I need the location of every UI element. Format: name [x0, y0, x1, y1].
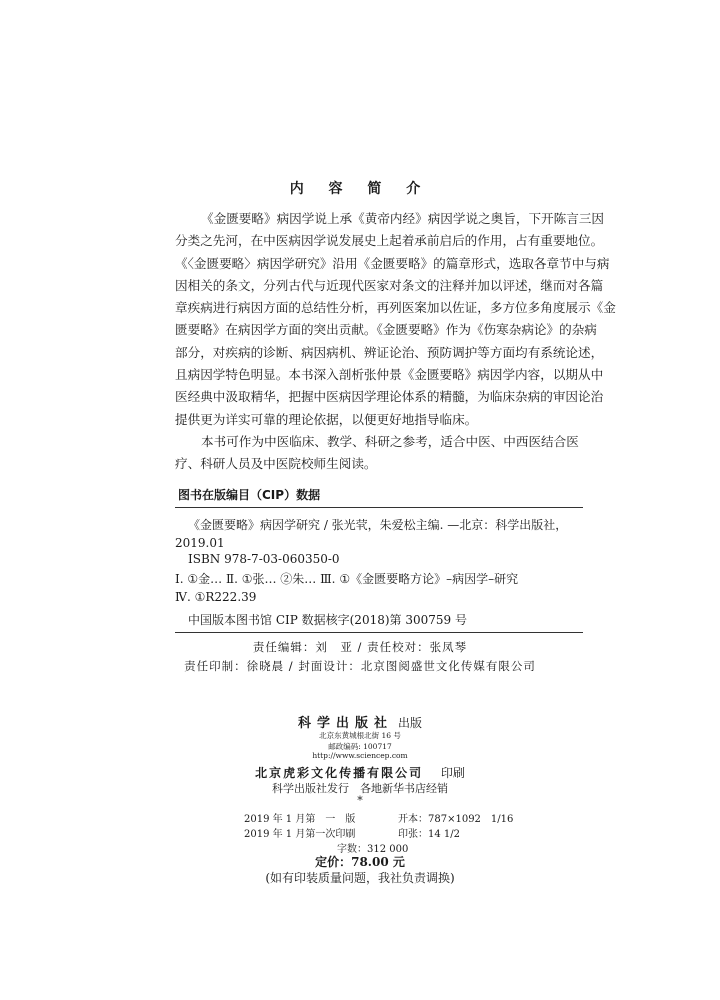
intro-line: 匮要略》在病因学方面的突出贡献。《金匮要略》作为《伤寒杂病论》的杂病	[175, 322, 597, 338]
publisher-postcode: 邮政编码: 100717	[328, 742, 392, 751]
intro-line: 部分，对疾病的诊断、病因病机、辨证论治、预防调护等方面均有系统论述，	[175, 344, 604, 360]
publisher-suffix: 出版	[398, 716, 423, 730]
separator-star: *	[357, 794, 363, 807]
cip-heading: 图书在版编目（CIP）数据	[178, 488, 321, 502]
printer-line	[0, 762, 720, 781]
printer-name: 北京虎彩文化传播有限公司	[255, 766, 424, 780]
intro-line: 章疾病进行病因方面的总结性分析，再列医案加以佐证，多方位多角度展示《金	[175, 300, 616, 316]
price: 定价：78.00 元	[315, 855, 405, 869]
intro-title: 内 容 简 介	[289, 181, 431, 197]
intro-line: 且病因学特色明显。本书深入剖析张仲景《金匮要略》病因学内容，以期从中	[175, 367, 604, 383]
quality-notice: (如有印装质量问题，我社负责调换)	[265, 871, 455, 885]
intro-line: 医经典中汲取精华，把握中医病因学理论体系的精髓，为临床杂病的审因论治	[175, 389, 604, 405]
credits-line	[0, 639, 720, 655]
printing: 2019 年 1 月第一次印刷	[244, 829, 356, 840]
cip-class-line: Ⅰ. ①金… Ⅱ. ①张… ②朱… Ⅲ. ①《金匮要略方论》–病因学–研究	[175, 572, 519, 586]
cip-date-line: 2019.01	[175, 536, 225, 550]
intro-line: 提供更为详实可靠的理论依据，以便更好地指导临床。	[175, 411, 478, 427]
distribution: 科学出版社发行 各地新华书店经销	[272, 782, 448, 795]
cip-isbn: ISBN 978-7-03-060350-0	[188, 552, 340, 566]
publisher-website: http://www.sciencep.com	[312, 751, 408, 760]
intro-line: 疗、科研人员及中医院校师生阅读。	[175, 456, 377, 472]
publisher-line	[0, 712, 720, 731]
cip-top-rule	[175, 507, 583, 508]
credits-text: 责任印制：徐晓晨 / 封面设计：北京图阅盛世文化传媒有限公司	[184, 659, 536, 673]
intro-body	[175, 208, 616, 476]
intro-line: 《〈金匮要略〉病因学研究》沿用《金匮要略》的篇章形式，选取各章节中与病	[175, 255, 610, 271]
sheets: 印张：14 1/2	[398, 829, 460, 840]
cip-record: 中国版本图书馆 CIP 数据核字(2018)第 300759 号	[188, 613, 467, 627]
cip-title-line: 《金匮要略》病因学研究 / 张光茕，朱爱松主编. —北京：科学出版社，	[188, 518, 568, 532]
credits-line	[0, 658, 720, 674]
intro-line: 因相关的条文，分列古代与近现代医家对条文的注释并加以评述，继而对各篇	[175, 277, 604, 293]
publisher-address: 北京东黄城根北街 16 号	[319, 731, 401, 740]
edition: 2019 年 1 月第 一 版	[244, 814, 356, 825]
publisher-name: 科学出版社	[297, 716, 393, 731]
intro-line: 《金匮要略》病因学说上承《黄帝内经》病因学说之奥旨，下开陈言三因	[201, 211, 604, 226]
words: 字数：312 000	[337, 844, 409, 855]
format: 开本：787×1092 1/16	[398, 814, 514, 825]
cip-class-line: Ⅳ. ①R222.39	[175, 590, 257, 604]
cip-bottom-rule	[175, 632, 583, 633]
intro-line: 分类之先河，在中医病因学说发展史上起着承前启后的作用，占有重要地位。	[175, 233, 604, 249]
printer-suffix: 印刷	[440, 766, 465, 780]
credits-text: 责任编辑：刘 亚 / 责任校对：张凤琴	[252, 640, 468, 654]
intro-line: 本书可作为中医临床、教学、科研之参考，适合中医、中西医结合医	[201, 433, 579, 449]
